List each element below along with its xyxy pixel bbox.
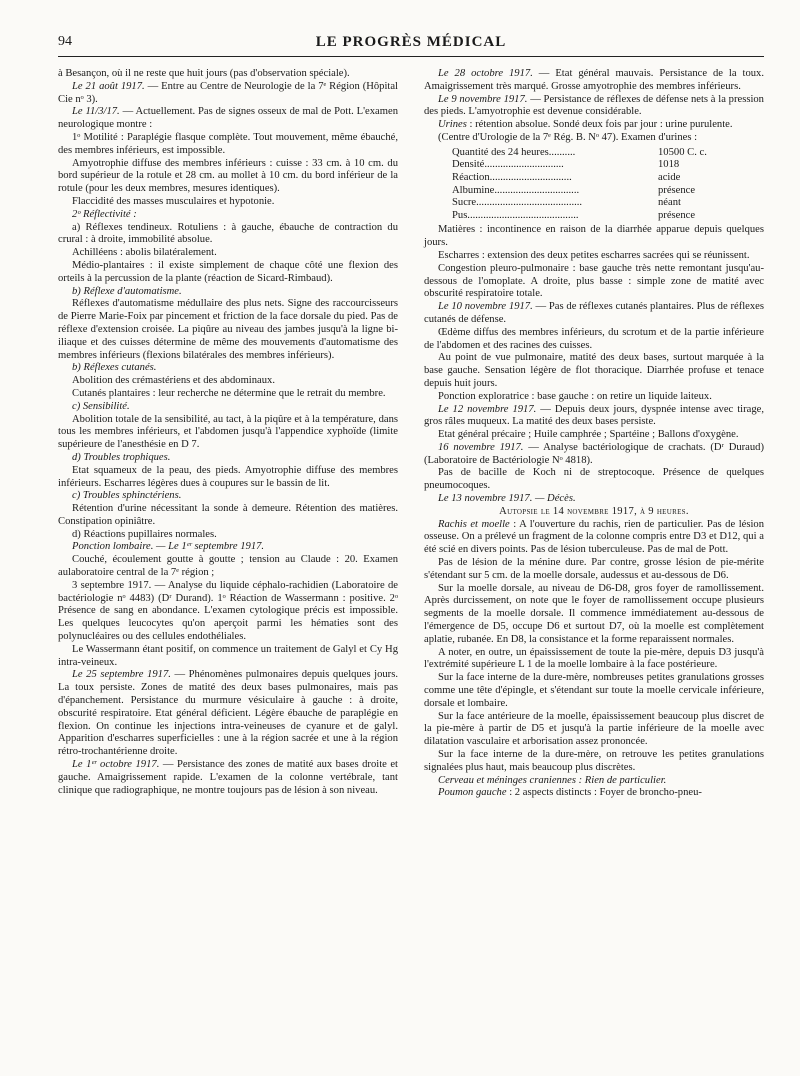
paragraph (58, 209, 398, 222)
paragraph-text: A noter, en outre, un épaississement de toute la pie-mère, depuis D3 jusqu'à l'extrémité supérieure L 1 de la moelle lombaire à la face postérieure. (424, 646, 764, 671)
paragraph (424, 68, 764, 94)
paragraph (424, 506, 764, 519)
urine-parameter: Réaction............................... (452, 171, 572, 183)
page-header (58, 30, 764, 57)
urine-value: 10500 C. c. (658, 146, 707, 158)
paragraph (58, 644, 398, 670)
paragraph (58, 362, 398, 375)
paragraph-text: : 2 aspects distincts : Foyer de broncho-pneu- (506, 787, 702, 799)
urine-table-row (452, 185, 707, 198)
paragraph (58, 554, 398, 580)
paragraph-text: Flaccidité des masses musculaires et hypotonie. (72, 195, 275, 207)
paragraph-lead: Le 9 novembre 1917. (438, 93, 528, 105)
urine-value: néant (658, 197, 681, 209)
paragraph (424, 263, 764, 301)
paragraph (424, 787, 764, 800)
paragraph-text: Cerveau et méninges craniennes : Rien de particulier. (438, 774, 667, 786)
paragraph (424, 749, 764, 775)
paragraph-lead: Le 28 octobre 1917. (438, 68, 533, 79)
paragraph (58, 158, 398, 196)
paragraph (58, 132, 398, 158)
paragraph (424, 467, 764, 493)
paragraph (58, 260, 398, 286)
paragraph-text: à Besançon, où il ne reste que huit jours (pas d'observation spéciale). (58, 68, 350, 79)
urine-table-row (452, 210, 707, 223)
paragraph-text: Le Wassermann étant positif, on commence un traitement de Galyl et Cy Hg intra-veineux. (58, 643, 398, 668)
urine-table-row (452, 159, 707, 172)
paragraph-text: Ponction exploratrice : base gauche : on retire un liquide laiteux. (438, 390, 712, 402)
right-column-bottom (424, 224, 764, 800)
paragraph (58, 759, 398, 797)
paragraph (58, 298, 398, 362)
paragraph-text: — Persistance des zones de matité aux bases droite et gauche. Amaigrissement rapide. L'examen de la colonne vertébrale, tant clinique que radiographique, ne montre toujours pas de lésion à son niveau. (58, 759, 398, 796)
paragraph (58, 106, 398, 132)
paragraph-text: — Analyse bactériologique de crachats. (Dʳ Duraud) (Laboratoire de Bactériologie Nᵒ 4818). (424, 441, 764, 466)
paragraph (424, 557, 764, 583)
paragraph-text: Rétention d'urine nécessitant la sonde à demeure. Rétention des matières. Constipation opiniâtre. (58, 503, 398, 527)
urine-table-row (452, 147, 707, 160)
urine-parameter: Pus.......................................... (452, 209, 579, 221)
paragraph (424, 391, 764, 404)
paragraph-text: — Pas de réflexes cutanés plantaires. Plus de réflexes cutanés de défense. (424, 301, 764, 325)
paragraph-text: — Phénomènes pulmonaires depuis quelques jours. La toux persiste. Zones de matité des deux bases pulmonaires, mais pas d'épanchement. Persistance du murmure vésiculaire à gauche : à droite, obscurité respiratoire. Etat général déficient. Légère ébauche de paraplégie en flexion. On continue les injections intra-veineuses de cyanure et de galyl. Apparition d'escharres superficielles : une à la région sacrée et une à la région rétro-trochantérienne droite. (58, 669, 398, 758)
paragraph (424, 327, 764, 353)
paragraph-text: Pas de lésion de la ménine dure. Par contre, grosse lésion de pie-mérite s'étendant sur 5 cm. de la moelle dorsale, audessus et au-dessous de D6. (424, 557, 764, 581)
paragraph (58, 196, 398, 209)
paragraph-text: Œdème diffus des membres inférieurs, du scrotum et de la partie inférieure de l'abdomen et des racines des cuisses. (424, 326, 764, 351)
paragraph-text: — Entre au Centre de Neurologie de la 7ᵉ Région (Hôpital Cie nᵒ 3). (58, 80, 399, 105)
paragraph-text: — Persistance de réflexes de défense nets à la pression des pieds. L'amyotrophie est devenue considérable. (424, 93, 764, 118)
paragraph-text: Sur la face antérieure de la moelle, épaississement beaucoup plus discret de la pie-mère à partir de D5 et jusqu'à la partie inférieure de la moelle avec dilatation vasculaire et arborisation assez prononcée. (424, 710, 764, 748)
paragraph (424, 429, 764, 442)
paragraph-text: b) Réflexe d'automatisme. (72, 285, 182, 297)
left-column (58, 68, 398, 797)
paragraph-text: Abolition totale de la sensibilité, au tact, à la piqûre et à la température, dans tous les membres inférieurs, et l'abdomen jusqu'à l'appendice xyphoïde (limite supérieure de l'anesthésie en D 7. (58, 413, 398, 451)
paragraph-text: 3 septembre 1917. — Analyse du liquide céphalo-rachidien (Laboratoire de bactériologie nᵒ 4483) (Dʳ Durand). 1ᵒ Réaction de Wassermann : positive. 2ᵒ Présence de sang en abondance. L'examen cytologique précis est impossible. Les quelques leucocytes qu'on aperçoit parmi les hématies sont des polynucléaires ou des cellules endothéliales. (58, 579, 398, 643)
urine-analysis-table (452, 147, 707, 223)
paragraph-text: — Etat général mauvais. Persistance de la toux. Amaigrissement très marqué. Grosse amyotrophie des membres inférieurs. (424, 68, 764, 92)
urine-parameter: Sucre........................................ (452, 197, 583, 209)
paragraph-text: Etat squameux de la peau, des pieds. Amyotrophie diffuse des membres inférieurs. Escharres légères dues à coupures sur le bassin de lit. (58, 464, 398, 489)
paragraph (58, 465, 398, 491)
paragraph-lead: Le 21 août 1917. (72, 80, 145, 92)
paragraph-lead: Le 1ᵉʳ octobre 1917. (72, 759, 160, 771)
paragraph (424, 583, 764, 647)
paragraph (58, 375, 398, 388)
paragraph-text: : A l'ouverture du rachis, rien de particulier. Pas de lésion osseuse. On a prélevé un fragment de la colonne compris entre D3 et D12, qui a été scié en divers points. Pas de lésion tuberculeuse. Pas de mal de Pott. (424, 518, 764, 556)
paragraph (58, 222, 398, 248)
paragraph-text: c) Troubles sphinctériens. (72, 490, 182, 502)
paragraph (424, 301, 764, 327)
paragraph (58, 529, 398, 542)
paragraph-lead: Rachis et moelle (438, 518, 510, 530)
paragraph (58, 68, 398, 81)
paragraph-text: 1ᵒ Motilité : Paraplégie flasque complète. Tout mouvement, même ébauché, des membres inférieurs, est impossible. (58, 131, 398, 156)
paragraph-text: Cutanés plantaires : leur recherche ne détermine que le retrait du membre. (72, 387, 386, 399)
urine-value: acide (658, 171, 681, 183)
paragraph (424, 519, 764, 557)
paragraph-text: Escharres : extension des deux petites escharres sacrées qui se réunissent. (438, 249, 750, 261)
urine-value: présence (658, 209, 696, 221)
paragraph-text: Amyotrophie diffuse des membres inférieurs : cuisse : 33 cm. à 10 cm. du bord supérieur de la rotule et 28 cm. au mollet à 10 cm. du bord inférieur de la rotule (pour les deux membres, mesures identiques). (58, 157, 398, 195)
paragraph-text: Sur la moelle dorsale, au niveau de D6-D8, gros foyer de ramollissement. Après durcissement, on note que le foyer de ramollissement occupe plusieurs segments de la moelle dorsale. Il commence immédiatement au-dessous de l'émergence de D5, occupe D6 et surtout D7, où la moelle est complètement aplatie, rubanée. En D8, la consistance et la forme reparaissent normales. (424, 582, 764, 645)
paragraph (58, 388, 398, 401)
paragraph (58, 247, 398, 260)
paragraph-text: (Centre d'Urologie de la 7ᵉ Rég. B. Nᵒ 47). Examen d'urines : (438, 131, 698, 143)
paragraph-text: Au point de vue pulmonaire, matité des deux bases, surtout marquée à la base gauche. Sensation légère de flot thoracique. Diarrhée profuse et tenace depuis huit jours. (424, 352, 764, 389)
urine-parameter: Quantité des 24 heures.......... (452, 146, 576, 158)
paragraph (424, 250, 764, 263)
paragraph-lead: Urines (438, 119, 467, 131)
paragraph-text: Achilléens : abolis bilatéralement. (72, 247, 217, 259)
paragraph (58, 452, 398, 465)
urine-parameter: Densité.............................. (452, 159, 564, 171)
paragraph (58, 286, 398, 299)
paragraph-lead: 16 novembre 1917. (438, 441, 524, 453)
paragraph (58, 414, 398, 452)
paragraph-text: Congestion pleuro-pulmonaire : base gauche très nette remontant jusqu'au-dessous de l'omoplate. A droite, plus basse : simple zone de matité avec obscurité respiratoire totale. (424, 262, 764, 300)
paragraph-text: b) Réflexes cutanés. (72, 362, 157, 374)
urine-table-row (452, 197, 707, 210)
paragraph-lead: Le 25 septembre 1917. (72, 669, 171, 681)
paragraph-text: — Actuellement. Pas de signes osseux de mal de Pott. L'examen neurologique montre : (58, 106, 398, 131)
paragraph-text: Le 13 novembre 1917. — Décès. (438, 493, 576, 505)
paragraph-text: d) Troubles trophiques. (72, 451, 171, 463)
paragraph (424, 404, 764, 430)
right-column (424, 68, 764, 800)
paragraph-text: Sur la face interne de la dure-mère, on retrouve les petites granulations signalées plus haut, mais beaucoup plus discrètes. (424, 749, 764, 773)
paragraph-text: Réflexes d'automatisme médullaire des plus nets. Signe des raccourcisseurs de Pierre Marie-Foix par pincement et friction de la face dorsale du pied. Pas de réflexe d'extension croisée. La piqûre au niveau des jambes jusqu'à la ligne bi-iliaque et des cuisses détermine de même des mouvements d'automatisme des membres inférieurs (flexions bilatérales des membres inférieurs). (58, 298, 398, 361)
page-number: 94 (58, 34, 72, 49)
paragraph (58, 580, 398, 644)
paragraph (58, 503, 398, 529)
paragraph-lead: Le 11/3/17. (72, 106, 120, 118)
paragraph (58, 541, 398, 554)
paragraph-text: Médio-plantaires : il existe simplement de chaque côté une flexion des orteils à la percussion de la plante (réaction de Sicard-Rimbaud). (58, 259, 398, 284)
paragraph-text: Etat général précaire ; Huile camphrée ; Spartéine ; Ballons d'oxygène. (438, 429, 739, 441)
paragraph (58, 669, 398, 759)
paragraph (424, 352, 764, 390)
urine-table-row (452, 172, 707, 185)
paragraph (424, 442, 764, 468)
urine-value: présence (658, 184, 696, 196)
paragraph (424, 94, 764, 120)
paragraph-text: a) Réflexes tendineux. Rotuliens : à gauche, ébauche de contraction du crural : à droite, immobilité absolue. (58, 221, 398, 246)
paragraph-text: 2ᵒ Réflectivité : (72, 208, 137, 220)
journal-title: LE PROGRÈS MÉDICAL (315, 34, 507, 50)
paragraph-text: Pas de bacille de Koch ni de streptocoque. Présence de quelques pneumocoques. (424, 467, 764, 492)
paragraph-text: Abolition des crémastériens et des abdominaux. (72, 375, 275, 387)
paragraph (424, 224, 764, 250)
paragraph-text: Couché, écoulement goutte à goutte ; tension au Claude : 20. Examen aulaboratoire central de la 7ᵉ région ; (58, 554, 398, 579)
paragraph-text: — Depuis deux jours, dyspnée intense avec tirage, gros râles muqueux. La matité des deux bases persiste. (424, 403, 764, 428)
paragraph (424, 119, 764, 132)
paragraph (58, 490, 398, 503)
paragraph (58, 401, 398, 414)
paragraph-text: Matières : incontinence en raison de la diarrhée apparue depuis quelques jours. (424, 224, 764, 249)
paragraph (58, 81, 398, 107)
paragraph-text: Autopsie le 14 novembre 1917, à 9 heures. (499, 505, 689, 517)
paragraph (424, 647, 764, 673)
paragraph-text: : rétention absolue. Sondé deux fois par jour : urine purulente. (466, 119, 733, 131)
paragraph-text: Sur la face interne de la dure-mère, nombreuses petites granulations grosses comme une tête d'épingle, et s'étendant sur toute la moelle cervicale inférieure, dorsale et lombaire. (424, 672, 764, 709)
paragraph-lead: Le 10 novembre 1917. (438, 301, 533, 313)
paragraph-lead: Le 12 novembre 1917. (438, 403, 537, 415)
paragraph (424, 711, 764, 749)
paragraph-lead: Poumon gauche (438, 787, 507, 799)
paragraph-text: c) Sensibilité. (72, 400, 130, 412)
paragraph-text: Ponction lombaire. — Le 1ᵉʳ septembre 1917. (72, 541, 265, 553)
paragraph-text: d) Réactions pupillaires normales. (72, 528, 217, 540)
right-column-top (424, 68, 764, 145)
paragraph (424, 132, 764, 145)
paragraph (424, 493, 764, 506)
urine-value: 1018 (658, 159, 680, 171)
paragraph (424, 775, 764, 788)
urine-parameter: Albumine................................ (452, 184, 580, 196)
paragraph (424, 672, 764, 710)
